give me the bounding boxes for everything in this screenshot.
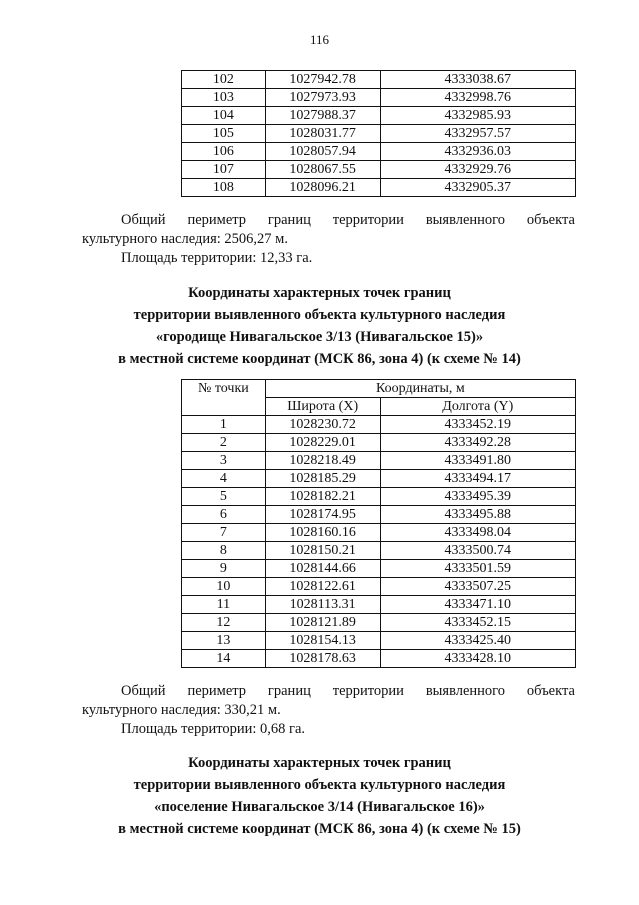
longitude-cell: 4332957.57 xyxy=(380,125,575,143)
latitude-cell: 1028144.66 xyxy=(265,560,380,578)
latitude-cell: 1028185.29 xyxy=(265,470,380,488)
header-longitude: Долгота (Y) xyxy=(380,398,575,416)
latitude-cell: 1028121.89 xyxy=(265,614,380,632)
latitude-cell: 1028150.21 xyxy=(265,542,380,560)
longitude-cell: 4333491.80 xyxy=(380,452,575,470)
word: границ xyxy=(267,212,311,228)
section-heading-line2: территории выявленного объекта культурного наследия xyxy=(133,307,506,323)
table-row xyxy=(182,488,576,506)
table-row xyxy=(182,560,576,578)
point-number-cell: 14 xyxy=(182,650,266,668)
longitude-cell: 4333494.17 xyxy=(380,470,575,488)
word: объекта xyxy=(526,683,575,699)
longitude-cell: 4333498.04 xyxy=(380,524,575,542)
table1-body xyxy=(182,71,576,197)
longitude-cell: 4333452.15 xyxy=(380,614,575,632)
latitude-cell: 1028230.72 xyxy=(265,416,380,434)
word: выявленного xyxy=(425,683,506,699)
latitude-cell: 1028229.01 xyxy=(265,434,380,452)
longitude-cell: 4333500.74 xyxy=(380,542,575,560)
latitude-cell: 1028096.21 xyxy=(265,179,380,197)
table-row xyxy=(182,452,576,470)
word: выявленного xyxy=(425,212,506,228)
area-text: Площадь территории: 12,33 га. xyxy=(121,250,313,266)
perimeter-text-line2-2: культурного наследия: 330,21 м. xyxy=(82,702,281,718)
point-number-cell: 3 xyxy=(182,452,266,470)
point-number-cell: 105 xyxy=(182,125,266,143)
longitude-cell: 4332998.76 xyxy=(380,89,575,107)
word: Общий xyxy=(121,212,166,228)
coordinates-table-continued xyxy=(181,70,576,197)
table-row xyxy=(182,434,576,452)
point-number-cell: 106 xyxy=(182,143,266,161)
word: объекта xyxy=(526,212,575,228)
longitude-cell: 4332929.76 xyxy=(380,161,575,179)
point-number-cell: 11 xyxy=(182,596,266,614)
table-row xyxy=(182,506,576,524)
table-row xyxy=(182,416,576,434)
table-row xyxy=(182,470,576,488)
latitude-cell: 1027988.37 xyxy=(265,107,380,125)
point-number-cell: 5 xyxy=(182,488,266,506)
longitude-cell: 4333471.10 xyxy=(380,596,575,614)
word: периметр xyxy=(187,212,247,228)
latitude-cell: 1028031.77 xyxy=(265,125,380,143)
perimeter-text-line2: культурного наследия: 2506,27 м. xyxy=(82,231,288,247)
word: границ xyxy=(267,683,311,699)
table-row xyxy=(182,596,576,614)
point-number-cell: 103 xyxy=(182,89,266,107)
latitude-cell: 1028218.49 xyxy=(265,452,380,470)
longitude-cell: 4332936.03 xyxy=(380,143,575,161)
latitude-cell: 1028067.55 xyxy=(265,161,380,179)
point-number-cell: 7 xyxy=(182,524,266,542)
section2-heading-line2: территории выявленного объекта культурного наследия xyxy=(133,777,506,793)
table-row xyxy=(182,578,576,596)
longitude-cell: 4333501.59 xyxy=(380,560,575,578)
point-number-cell: 8 xyxy=(182,542,266,560)
header-coordinates: Координаты, м xyxy=(265,380,575,398)
section2-heading-line3: «поселение Нивагальское 3/14 (Нивагальское 16)» xyxy=(154,799,485,815)
latitude-cell: 1027942.78 xyxy=(265,71,380,89)
point-number-cell: 2 xyxy=(182,434,266,452)
longitude-cell: 4332985.93 xyxy=(380,107,575,125)
latitude-cell: 1027973.93 xyxy=(265,89,380,107)
point-number-cell: 104 xyxy=(182,107,266,125)
coordinates-table xyxy=(181,379,576,668)
table-row xyxy=(182,542,576,560)
table-row xyxy=(182,161,576,179)
table-row xyxy=(182,632,576,650)
header-latitude: Широта (X) xyxy=(265,398,380,416)
point-number-cell: 9 xyxy=(182,560,266,578)
perimeter-text-line1-2 xyxy=(121,682,575,701)
latitude-cell: 1028057.94 xyxy=(265,143,380,161)
section2-heading-line1: Координаты характерных точек границ xyxy=(188,755,451,771)
latitude-cell: 1028174.95 xyxy=(265,506,380,524)
point-number-cell: 6 xyxy=(182,506,266,524)
longitude-cell: 4333492.28 xyxy=(380,434,575,452)
point-number-cell: 107 xyxy=(182,161,266,179)
table-row xyxy=(182,107,576,125)
longitude-cell: 4333495.88 xyxy=(380,506,575,524)
point-number-cell: 102 xyxy=(182,71,266,89)
perimeter-text-line1 xyxy=(121,211,575,230)
page-number: 116 xyxy=(309,32,330,47)
table-row xyxy=(182,614,576,632)
longitude-cell: 4333428.10 xyxy=(380,650,575,668)
latitude-cell: 1028154.13 xyxy=(265,632,380,650)
table-row xyxy=(182,524,576,542)
latitude-cell: 1028122.61 xyxy=(265,578,380,596)
header-point-number: № точки xyxy=(182,380,266,416)
table2-body xyxy=(182,416,576,668)
longitude-cell: 4333452.19 xyxy=(380,416,575,434)
longitude-cell: 4332905.37 xyxy=(380,179,575,197)
section-heading-line1: Координаты характерных точек границ xyxy=(188,285,451,301)
word: Общий xyxy=(121,683,166,699)
table-row xyxy=(182,143,576,161)
point-number-cell: 10 xyxy=(182,578,266,596)
point-number-cell: 13 xyxy=(182,632,266,650)
table-row xyxy=(182,71,576,89)
table-row xyxy=(182,650,576,668)
table-row xyxy=(182,179,576,197)
table-row xyxy=(182,89,576,107)
longitude-cell: 4333425.40 xyxy=(380,632,575,650)
section2-heading-line4: в местной системе координат (МСК 86, зона 4) (к схеме № 15) xyxy=(118,821,521,837)
point-number-cell: 1 xyxy=(182,416,266,434)
point-number-cell: 4 xyxy=(182,470,266,488)
latitude-cell: 1028178.63 xyxy=(265,650,380,668)
point-number-cell: 108 xyxy=(182,179,266,197)
word: территории xyxy=(332,683,404,699)
table-row xyxy=(182,125,576,143)
word: периметр xyxy=(187,683,247,699)
latitude-cell: 1028113.31 xyxy=(265,596,380,614)
point-number-cell: 12 xyxy=(182,614,266,632)
longitude-cell: 4333507.25 xyxy=(380,578,575,596)
word: территории xyxy=(332,212,404,228)
latitude-cell: 1028182.21 xyxy=(265,488,380,506)
area-text-2: Площадь территории: 0,68 га. xyxy=(121,721,306,737)
latitude-cell: 1028160.16 xyxy=(265,524,380,542)
longitude-cell: 4333038.67 xyxy=(380,71,575,89)
longitude-cell: 4333495.39 xyxy=(380,488,575,506)
section-heading-line4: в местной системе координат (МСК 86, зона 4) (к схеме № 14) xyxy=(118,351,521,367)
section-heading-line3: «городище Нивагальское 3/13 (Нивагальское 15)» xyxy=(155,329,484,345)
